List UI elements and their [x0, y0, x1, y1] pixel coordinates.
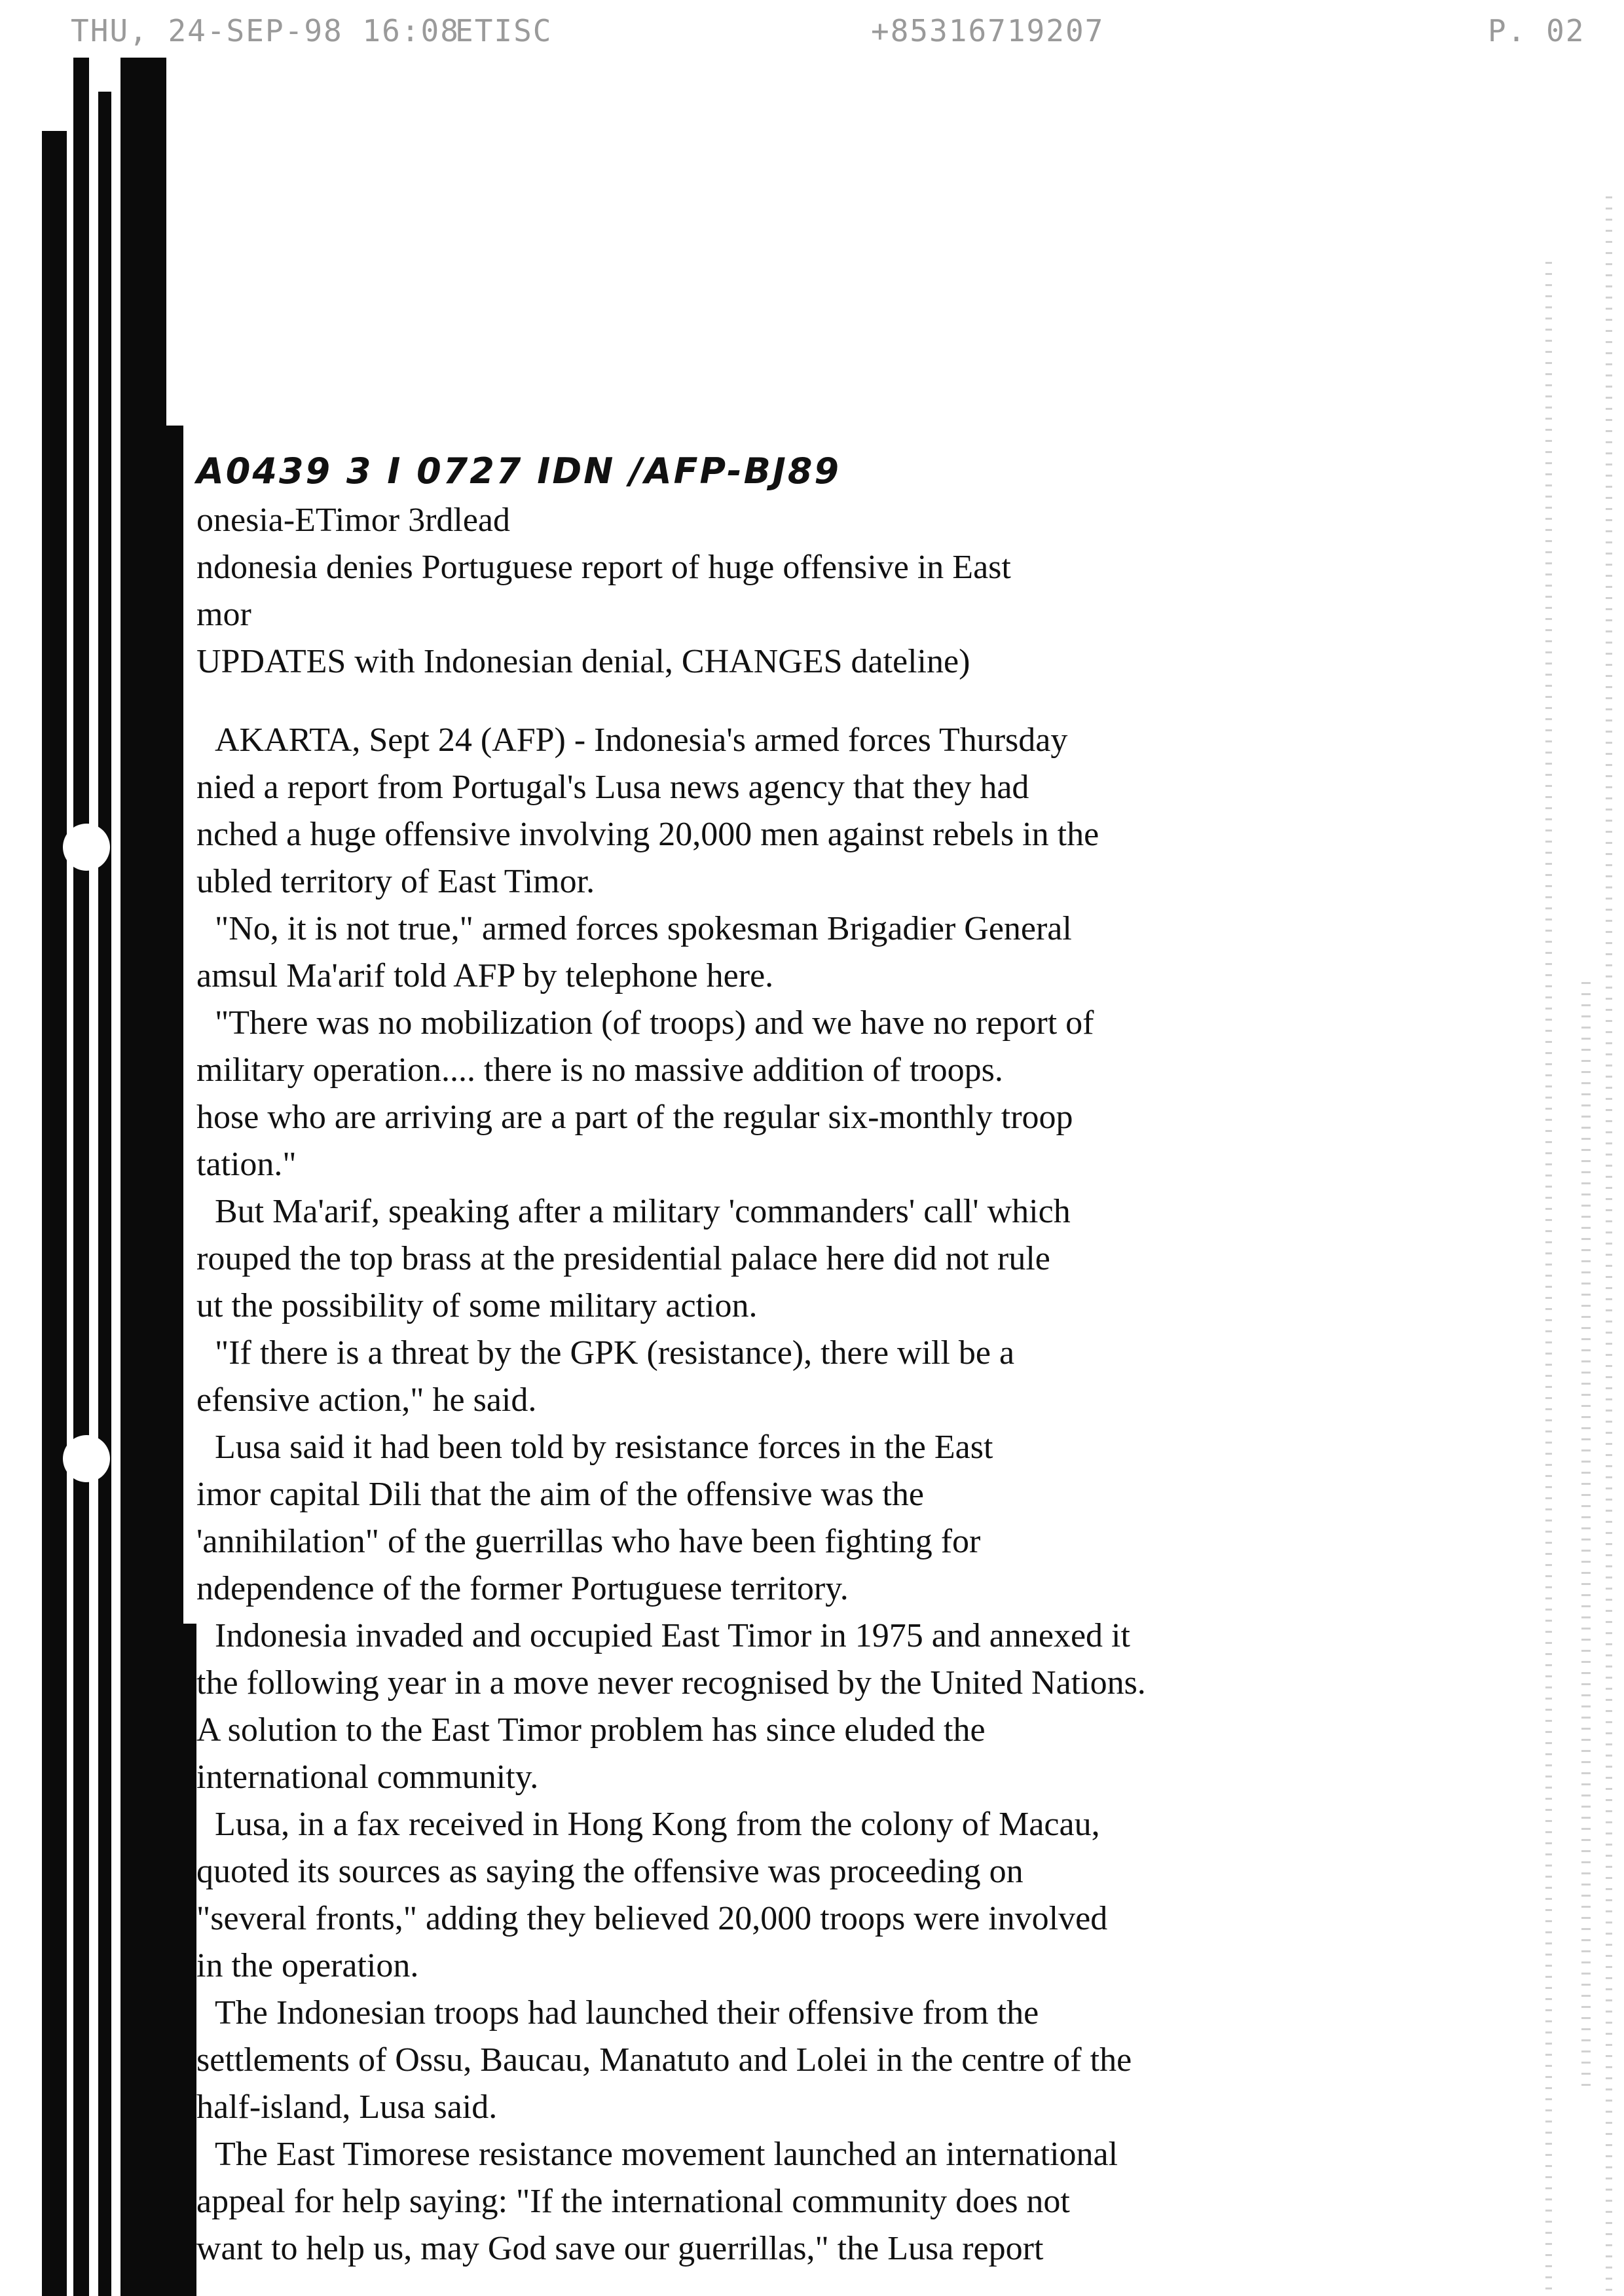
article-paragraph	[196, 1330, 1349, 1424]
paragraph-line: imor capital Dili that the aim of the offensive was the	[196, 1476, 924, 1513]
scan-margin-bar	[42, 131, 67, 2296]
article-paragraph	[196, 2131, 1349, 2272]
paragraph-line: efensive action," he said.	[196, 1381, 537, 1419]
headline-line: ndonesia denies Portuguese report of huge offensive in East	[196, 549, 1011, 586]
paragraph-line: AKARTA, Sept 24 (AFP) - Indonesia's armed forces Thursday	[215, 721, 1068, 759]
scan-margin-bar	[73, 58, 89, 2296]
paragraph-line: in the operation.	[196, 1947, 419, 1984]
article-paragraph	[196, 905, 1349, 1000]
paragraph-line: Lusa said it had been told by resistance forces in the East	[215, 1429, 993, 1466]
paragraph-line: rouped the top brass at the presidential palace here did not rule	[196, 1240, 1050, 1277]
paragraph-line: The East Timorese resistance movement launched an international	[215, 2136, 1118, 2173]
scan-edge-noise	[1606, 196, 1612, 2291]
paragraph-line: hose who are arriving are a part of the regular six-monthly troop	[196, 1099, 1073, 1136]
paragraph-line: "several fronts," adding they believed 20,000 troops were involved	[196, 1900, 1108, 1937]
scan-margin-bar	[98, 92, 111, 2296]
paragraph-line: Indonesia invaded and occupied East Timor in 1975 and annexed it	[215, 1617, 1130, 1654]
paragraph-line: half-island, Lusa said.	[196, 2088, 498, 2126]
article-paragraph	[196, 1000, 1349, 1188]
paragraph-line: military operation.... there is no massive addition of troops.	[196, 1051, 1003, 1089]
scan-edge-noise	[1581, 982, 1591, 2095]
paragraph-line: nied a report from Portugal's Lusa news agency that they had	[196, 769, 1029, 806]
paragraph-line: Lusa, in a fax received in Hong Kong from the colony of Macau,	[215, 1806, 1100, 1843]
update-note: UPDATES with Indonesian denial, CHANGES dateline)	[196, 643, 970, 680]
paragraph-line: The Indonesian troops had launched their offensive from the	[215, 1994, 1039, 2032]
headline-line: mor	[196, 596, 251, 633]
paragraph-line: settlements of Ossu, Baucau, Manatuto and Lolei in the centre of the	[196, 2041, 1132, 2079]
paragraph-line: international community.	[196, 1758, 539, 1796]
article-body	[196, 717, 1349, 2272]
paragraph-line: ubled territory of East Timor.	[196, 863, 595, 900]
fax-page-number: P. 02	[1488, 13, 1585, 48]
paragraph-line: tation."	[196, 1146, 297, 1183]
paragraph-line: "There was no mobilization (of troops) and we have no report of	[215, 1004, 1094, 1042]
headline	[196, 544, 1349, 638]
fax-phone-number: +85316719207	[871, 13, 1105, 48]
news-article	[196, 450, 1349, 2272]
paragraph-line: ndependence of the former Portuguese territory.	[196, 1570, 849, 1607]
paragraph-line: But Ma'arif, speaking after a military 'commanders' call' which	[215, 1193, 1071, 1230]
paragraph-line: amsul Ma'arif told AFP by telephone here.	[196, 957, 774, 994]
paragraph-line: appeal for help saying: "If the international community does not	[196, 2183, 1070, 2220]
punch-hole	[63, 1435, 110, 1482]
wire-slug: A0439 3 I 0727 IDN /AFP-BJ89	[196, 450, 841, 492]
paragraph-line: A solution to the East Timor problem has since eluded the	[196, 1711, 986, 1749]
article-paragraph	[196, 1801, 1349, 1990]
scan-margin-bar	[120, 58, 166, 2296]
paragraph-line: want to help us, may God save our guerrillas," the Lusa report	[196, 2230, 1044, 2267]
paragraph-line: the following year in a move never recognised by the United Nations.	[196, 1664, 1146, 1702]
article-paragraph	[196, 717, 1349, 905]
paragraph-line: nched a huge offensive involving 20,000 men against rebels in the	[196, 816, 1099, 853]
paragraph-line: quoted its sources as saying the offensive was proceeding on	[196, 1853, 1024, 1890]
article-paragraph	[196, 1613, 1349, 1801]
fax-header	[0, 13, 1624, 65]
punch-hole	[63, 824, 110, 871]
paragraph-line: "If there is a threat by the GPK (resistance), there will be a	[215, 1334, 1015, 1372]
paragraph-line: ut the possibility of some military action.	[196, 1287, 758, 1324]
article-paragraph	[196, 1424, 1349, 1613]
paragraph-line: "No, it is not true," armed forces spokesman Brigadier General	[215, 910, 1072, 947]
fax-sender: ETISC	[455, 13, 553, 48]
scan-edge-noise	[1545, 262, 1552, 2291]
scan-margin-bar	[166, 426, 183, 2296]
fax-datetime: THU, 24-SEP-98 16:08	[71, 13, 460, 48]
article-paragraph	[196, 1990, 1349, 2131]
story-keyword: onesia-ETimor 3rdlead	[196, 501, 510, 539]
article-paragraph	[196, 1188, 1349, 1330]
paragraph-line: 'annihilation" of the guerrillas who have been fighting for	[196, 1523, 981, 1560]
scan-margin-bar	[183, 1624, 196, 2296]
